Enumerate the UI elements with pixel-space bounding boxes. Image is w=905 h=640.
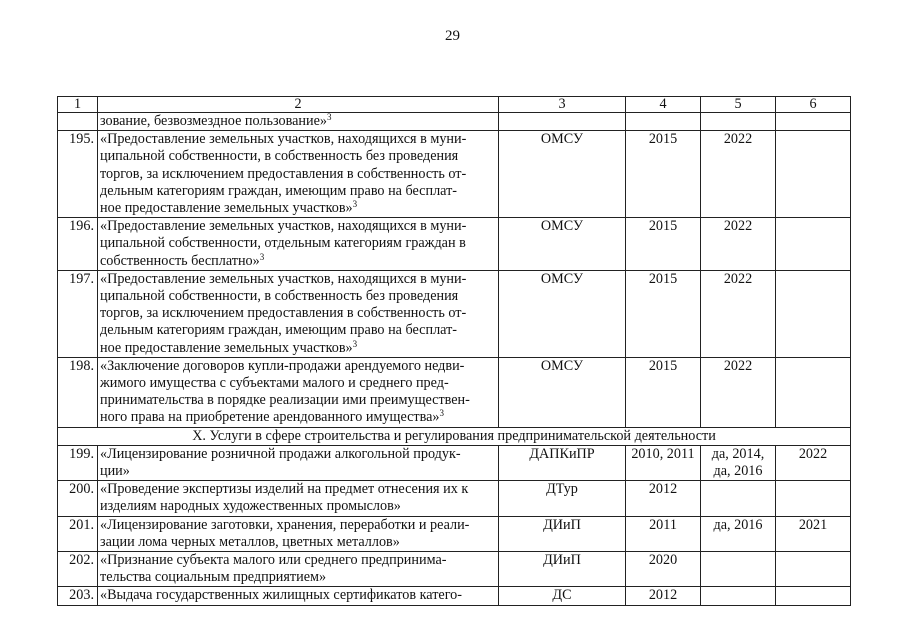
year-start: 2015 <box>626 218 701 271</box>
service-name-line: тельства социальным предприятием» <box>100 569 327 586</box>
service-name-line: «Лицензирование заготовки, хранения, переработки и реали- <box>100 516 470 533</box>
col-header-1: 1 <box>58 97 98 113</box>
service-name-line: «Признание субъекта малого или среднего предпринима- <box>100 552 447 569</box>
table-row <box>58 218 851 271</box>
col-header-2: 2 <box>98 97 499 113</box>
year-end: 2021 <box>776 516 851 551</box>
year-end <box>776 270 851 357</box>
col-header-4: 4 <box>626 97 701 113</box>
table-row <box>58 445 851 480</box>
year-regulation: 2022 <box>701 218 776 271</box>
service-name-line: изделиям народных художественных промыслов» <box>100 498 401 515</box>
service-name-cell <box>98 587 499 605</box>
footnote-mark: 3 <box>439 408 445 419</box>
table-row <box>58 270 851 357</box>
year-regulation-cell <box>701 445 776 480</box>
year-regulation-line: да, 2016 <box>713 516 763 533</box>
table-row <box>58 481 851 516</box>
responsible-body: ОМСУ <box>499 270 626 357</box>
section-header-row <box>58 427 851 445</box>
col-header-5: 5 <box>701 97 776 113</box>
page-number: 29 <box>445 28 460 44</box>
year-regulation: 2022 <box>701 357 776 427</box>
footnote-mark: 3 <box>259 251 265 262</box>
service-name-cell <box>98 113 499 131</box>
responsible-body: ОМСУ <box>499 357 626 427</box>
responsible-body: ОМСУ <box>499 131 626 218</box>
year-start: 2020 <box>626 552 701 587</box>
service-name-line: торгов, за исключением предоставления в собственность от- <box>100 305 467 322</box>
table-row <box>58 357 851 427</box>
service-name-line: ное предоставление земельных участков» <box>100 339 353 356</box>
row-number: 199. <box>58 445 98 480</box>
service-name-line: дельным категориям граждан, имеющим право на бесплат- <box>100 182 458 199</box>
column-number-row <box>58 97 851 113</box>
year-start: 2015 <box>626 357 701 427</box>
service-name-line: ципальной собственности, в собственность без проведения <box>100 148 459 165</box>
year-start: 2012 <box>626 587 701 605</box>
year-regulation-line: да, 2014, <box>711 445 765 462</box>
year-regulation-cell <box>701 552 776 587</box>
footnote-mark: 3 <box>352 199 358 210</box>
service-name-line: «Предоставление земельных участков, находящихся в муни- <box>100 218 467 235</box>
year-end <box>776 131 851 218</box>
row-number: 196. <box>58 218 98 271</box>
year-regulation: 2022 <box>701 270 776 357</box>
table-body <box>58 97 851 606</box>
year-end <box>776 552 851 587</box>
service-name-line: «Лицензирование розничной продажи алкогольной продук- <box>100 445 461 462</box>
footnote-mark: 3 <box>352 338 358 349</box>
table-row <box>58 131 851 218</box>
service-name-line: зации лома черных металлов, цветных металлов» <box>100 533 400 550</box>
col-header-6: 6 <box>776 97 851 113</box>
year-regulation-cell <box>701 481 776 516</box>
year-start: 2015 <box>626 131 701 218</box>
service-name-cell <box>98 131 499 218</box>
service-name-line: дельным категориям граждан, имеющим право на бесплат- <box>100 322 458 339</box>
service-name-line: «Выдача государственных жилищных сертификатов катего- <box>100 587 462 604</box>
service-name-line: «Проведение экспертизы изделий на предмет отнесения их к <box>100 481 469 498</box>
year-end <box>776 587 851 605</box>
row-number: 201. <box>58 516 98 551</box>
responsible-body: ДИиП <box>499 516 626 551</box>
year-regulation-cell <box>701 587 776 605</box>
service-name-line: торгов, за исключением предоставления в собственность от- <box>100 165 467 182</box>
service-name-line: ципальной собственности, отдельным категориям граждан в <box>100 235 466 252</box>
row-number: 202. <box>58 552 98 587</box>
service-name-line: ного права на приобретение арендованного имущества» <box>100 409 440 426</box>
row-number: 198. <box>58 357 98 427</box>
row-number: 197. <box>58 270 98 357</box>
year-regulation-line: да, 2016 <box>713 463 763 480</box>
year-end <box>776 357 851 427</box>
service-name-cell <box>98 516 499 551</box>
section-title: X. Услуги в сфере строительства и регулирования предпринимательской деятельности <box>58 427 851 445</box>
service-name-line: «Заключение договоров купли-продажи арендуемого недви- <box>100 357 465 374</box>
year-regulation-cell <box>701 516 776 551</box>
year-start: 2011 <box>626 516 701 551</box>
service-name-line: «Предоставление земельных участков, находящихся в муни- <box>100 270 467 287</box>
year-start: 2010, 2011 <box>626 445 701 480</box>
year-cell <box>701 113 776 131</box>
service-name-line: «Предоставление земельных участков, находящихся в муни- <box>100 131 467 148</box>
responsible-body: ДС <box>499 587 626 605</box>
service-name-cell <box>98 445 499 480</box>
table-row <box>58 552 851 587</box>
table-row <box>58 516 851 551</box>
row-number: 195. <box>58 131 98 218</box>
service-name-line: ции» <box>100 463 130 480</box>
responsible-body: ДИиП <box>499 552 626 587</box>
responsible-body: ДАПКиПР <box>499 445 626 480</box>
year-cell <box>776 113 851 131</box>
service-name-cell <box>98 270 499 357</box>
table-row <box>58 587 851 605</box>
service-name-line: ципальной собственности, в собственность без проведения <box>100 288 459 305</box>
row-number: 200. <box>58 481 98 516</box>
responsible-cell <box>499 113 626 131</box>
service-name-line: принимательства в порядке реализации ими преимуществен- <box>100 392 470 409</box>
service-name-line: ное предоставление земельных участков» <box>100 200 353 217</box>
year-start: 2012 <box>626 481 701 516</box>
services-table <box>57 96 851 606</box>
service-name-line: собственность бесплатно» <box>100 252 260 269</box>
responsible-body: ДТур <box>499 481 626 516</box>
year-end: 2022 <box>776 445 851 480</box>
service-name-cell <box>98 357 499 427</box>
service-name-line: жимого имущества с субъектами малого и среднего пред- <box>100 375 449 392</box>
year-end <box>776 481 851 516</box>
year-end <box>776 218 851 271</box>
continuation-text: зование, безвозмездное пользование» <box>100 113 327 129</box>
continuation-row <box>58 113 851 131</box>
year-cell <box>626 113 701 131</box>
year-regulation: 2022 <box>701 131 776 218</box>
row-number-cell <box>58 113 98 131</box>
responsible-body: ОМСУ <box>499 218 626 271</box>
footnote-mark: 3 <box>326 112 332 122</box>
year-start: 2015 <box>626 270 701 357</box>
row-number: 203. <box>58 587 98 605</box>
service-name-cell <box>98 481 499 516</box>
service-name-cell <box>98 552 499 587</box>
service-name-cell <box>98 218 499 271</box>
col-header-3: 3 <box>499 97 626 113</box>
